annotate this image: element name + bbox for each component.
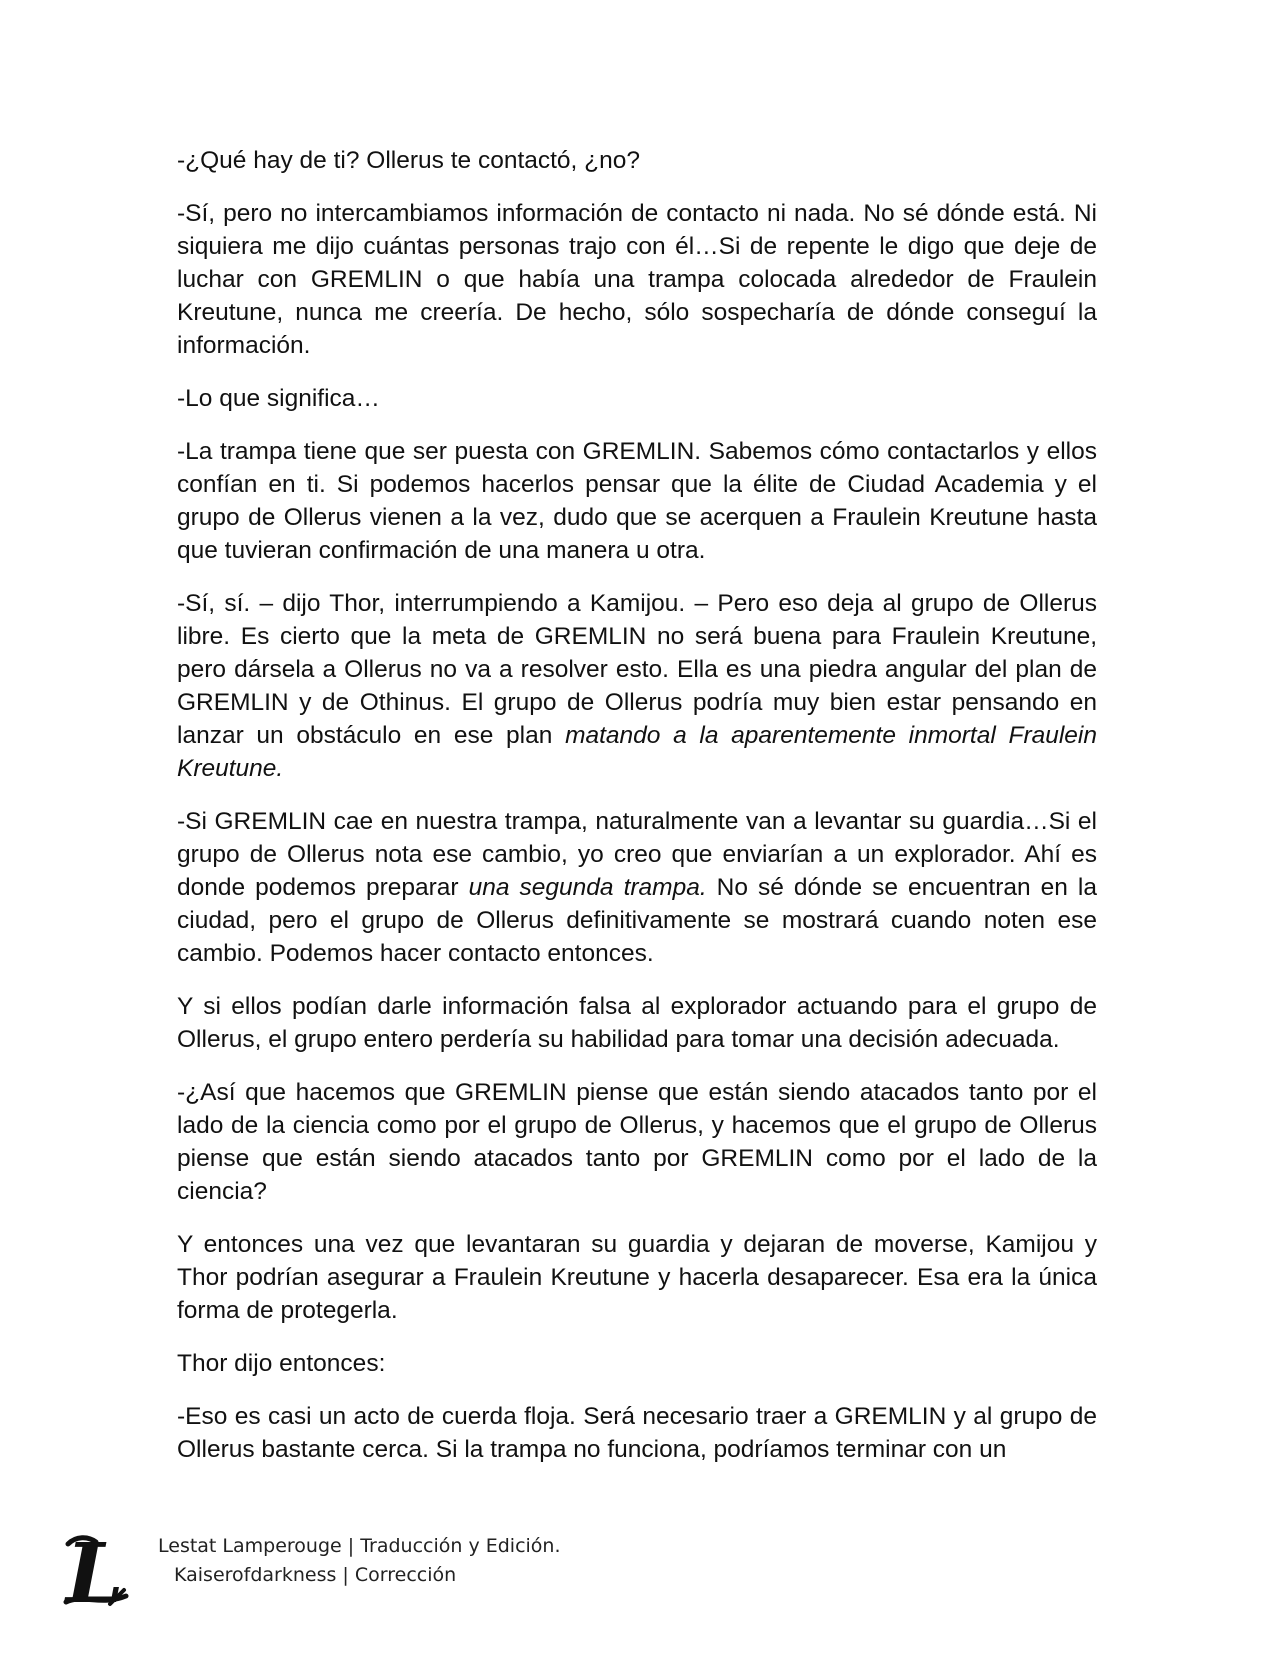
paragraph bbox=[177, 990, 1097, 1056]
paragraph-italic-text: matando a la aparentemente inmortal Fraulein Kreutune. bbox=[177, 722, 1097, 782]
paragraph-text: -Eso es casi un acto de cuerda floja. Será necesario traer a GREMLIN y al grupo de Ollerus bastante cerca. Si la trampa no funciona, podríamos terminar con un bbox=[177, 1403, 1097, 1463]
footer-credit-line-2: Kaiserofdarkness | Corrección bbox=[174, 1564, 457, 1586]
paragraph bbox=[177, 144, 1097, 177]
paragraph-text: -Sí, pero no intercambiamos información de contacto ni nada. No sé dónde está. Ni siquiera me dijo cuántas personas trajo con él…Si de repente le digo que deje de luchar con GREMLIN o que había una trampa colocada alrededor de Fraulein Kreutune, nunca me creería. De hecho, sólo sospecharía de dónde conseguí la información. bbox=[177, 200, 1097, 359]
paragraph-text: Y entonces una vez que levantaran su guardia y dejaran de moverse, Kamijou y Thor podrían asegurar a Fraulein Kreutune y hacerla desaparecer. Esa era la única forma de protegerla. bbox=[177, 1231, 1097, 1324]
paragraph-text: -¿Qué hay de ti? Ollerus te contactó, ¿no? bbox=[177, 147, 641, 174]
paragraph-text: -Sí, sí. – dijo Thor, interrumpiendo a Kamijou. – Pero eso deja al grupo de Ollerus libre. Es cierto que la meta de GREMLIN no será buena para Fraulein Kreutune, pero dársela a Ollerus no va a resolver esto. Ella es una piedra angular del plan de GREMLIN y de Othinus. El grupo de Ollerus podría muy bien estar pensando en lanzar un obstáculo en ese plan bbox=[177, 590, 1097, 749]
paragraph-text: -¿Así que hacemos que GREMLIN piense que están siendo atacados tanto por el lado de la ciencia como por el grupo de Ollerus, y hacemos que el grupo de Ollerus piense que están siendo atacados tanto por GREMLIN como por el lado de la ciencia? bbox=[177, 1079, 1097, 1205]
paragraph-text: -Si GREMLIN cae en nuestra trampa, naturalmente van a levantar su guardia…Si el grupo de Ollerus nota ese cambio, yo creo que enviarían a un explorador. Ahí es donde podemos preparar bbox=[177, 808, 1097, 901]
paragraph bbox=[177, 197, 1097, 362]
logo-letter: L bbox=[66, 1530, 124, 1610]
paragraph bbox=[177, 1347, 1097, 1380]
footer-credits bbox=[158, 1532, 561, 1590]
paragraph-text: Thor dijo entonces: bbox=[177, 1350, 386, 1377]
paragraph-text: -Lo que significa… bbox=[177, 385, 380, 412]
paragraph bbox=[177, 587, 1097, 785]
paragraph bbox=[177, 382, 1097, 415]
document-body bbox=[177, 144, 1097, 1486]
paragraph-text: -La trampa tiene que ser puesta con GREMLIN. Sabemos cómo contactarlos y ellos confían en ti. Si podemos hacerlos pensar que la élite de Ciudad Academia y el grupo de Ollerus vienen a la vez, dudo que se acerquen a Fraulein Kreutune hasta que tuvieran confirmación de una manera u otra. bbox=[177, 438, 1097, 564]
paragraph-text: Y si ellos podían darle información falsa al explorador actuando para el grupo de Ollerus, el grupo entero perdería su habilidad para tomar una decisión adecuada. bbox=[177, 993, 1097, 1053]
paragraph bbox=[177, 805, 1097, 970]
paragraph bbox=[177, 435, 1097, 567]
footer-credit-line-1: Lestat Lamperouge | Traducción y Edición. bbox=[158, 1535, 561, 1557]
page-footer bbox=[62, 1530, 762, 1610]
gothic-letter-l-logo-icon bbox=[62, 1530, 132, 1610]
paragraph-text: No sé dónde se encuentran en la ciudad, pero el grupo de Ollerus definitivamente se mostrará cuando noten ese cambio. Podemos hacer contacto entonces. bbox=[177, 874, 1097, 967]
paragraph bbox=[177, 1400, 1097, 1466]
paragraph bbox=[177, 1228, 1097, 1327]
paragraph-italic-text: una segunda trampa. bbox=[468, 874, 707, 901]
paragraph bbox=[177, 1076, 1097, 1208]
